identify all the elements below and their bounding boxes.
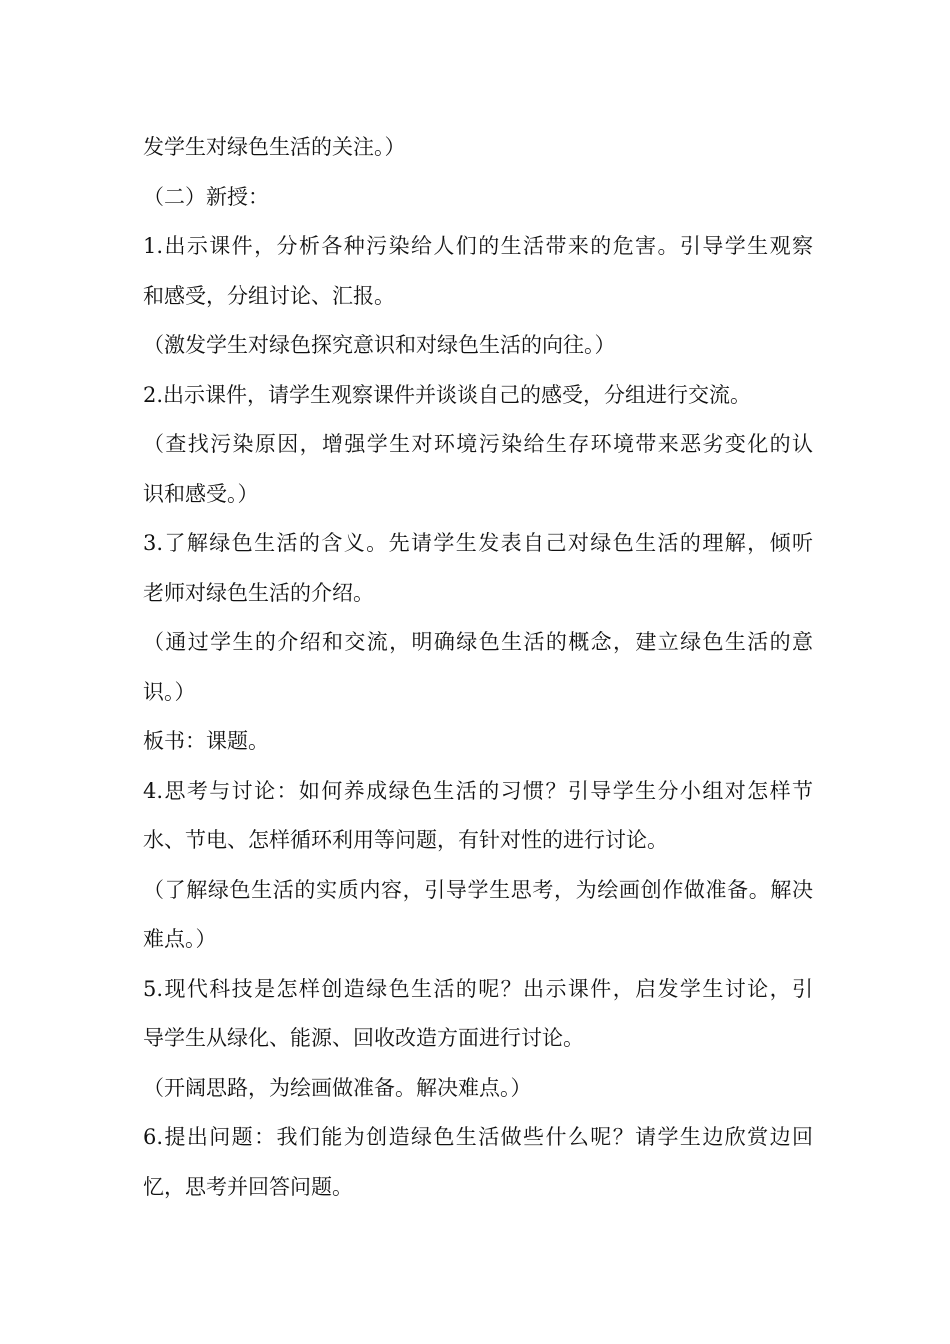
text-line: 3.了解绿色生活的含义。先请学生发表自己对绿色生活的理解，倾听 [143,531,813,555]
text-line: （查找污染原因，增强学生对环境污染给生存环境带来恶劣变化的认 [143,432,813,456]
text-line: 2.出示课件，请学生观察课件并谈谈自己的感受，分组进行交流。 [143,382,752,407]
text-line: 发学生对绿色生活的关注。） [143,135,406,159]
text-line: 6.提出问题：我们能为创造绿色生活做些什么呢？请学生边欣赏边回 [143,1125,813,1149]
text-line: 板书：课题。 [143,729,269,753]
text-line: 5.现代科技是怎样创造绿色生活的呢？出示课件，启发学生讨论，引 [143,976,813,1001]
text-line: （了解绿色生活的实质内容，引导学生思考，为绘画创作做准备。解决 [143,877,813,902]
text-line: 1.出示课件，分析各种污染给人们的生活带来的危害。引导学生观察 [143,234,813,258]
text-line: 4.思考与讨论：如何养成绿色生活的习惯？引导学生分小组对怎样节 [143,778,813,803]
text-line: 识。） [143,679,196,704]
text-line: （通过学生的介绍和交流，明确绿色生活的概念，建立绿色生活的意 [143,630,813,654]
text-line: 识和感受。） [143,481,259,506]
text-line: （激发学生对绿色探究意识和对绿色生活的向往。） [143,333,616,357]
text-line: 导学生从绿化、能源、回收改造方面进行讨论。 [143,1026,584,1050]
document-body [143,123,813,1212]
text-line: 老师对绿色生活的介绍。 [143,580,374,605]
text-line: 忆，思考并回答问题。 [143,1174,353,1199]
text-line: 和感受，分组讨论、汇报。 [143,283,395,308]
section-heading: （二）新授： [143,184,269,209]
text-line: （开阔思路，为绘画做准备。解决难点。） [143,1075,532,1100]
text-line: 难点。） [143,927,217,951]
text-line: 水、节电、怎样循环利用等问题，有针对性的进行讨论。 [143,828,668,852]
